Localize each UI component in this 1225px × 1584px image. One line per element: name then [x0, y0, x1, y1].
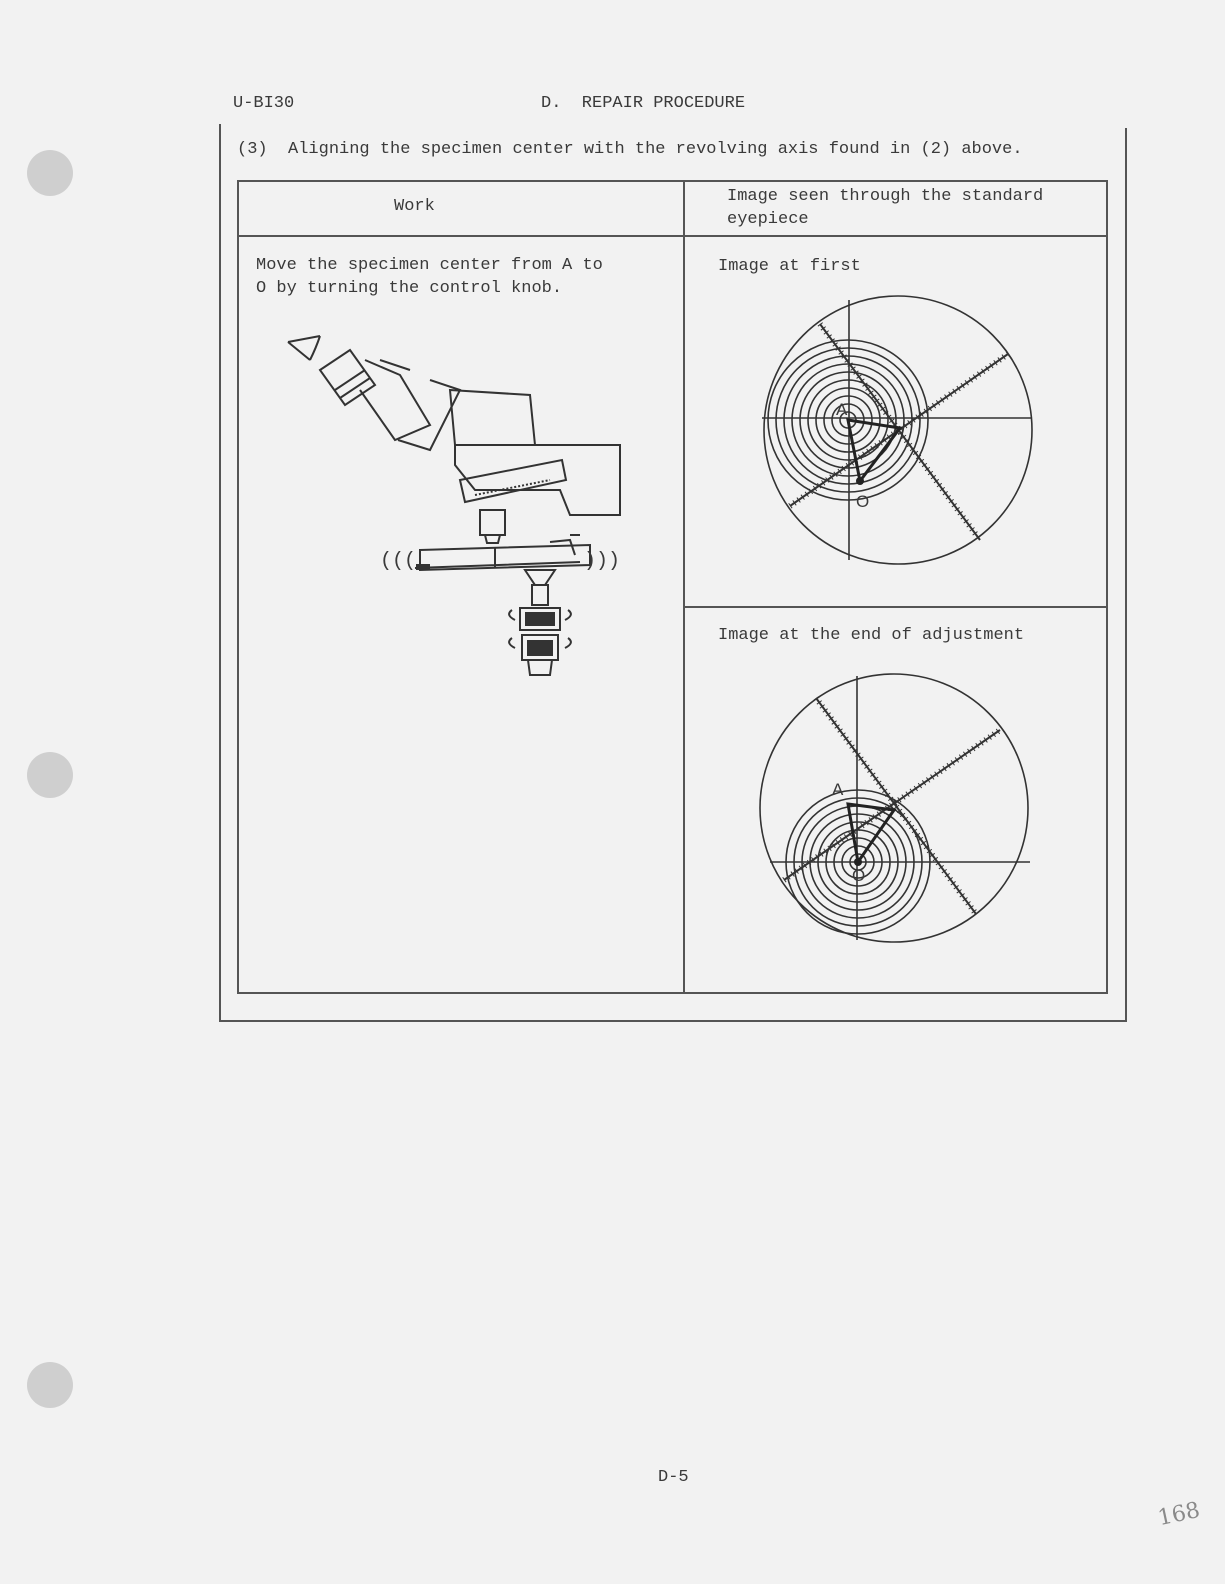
step-heading: (3) Aligning the specimen center with the revolving axis found in (2) above. — [237, 140, 1023, 159]
punch-hole-top — [27, 150, 73, 196]
label-a-final: A — [832, 780, 844, 799]
work-instruction-2: O by turning the control knob. — [256, 279, 563, 298]
work-instruction-1: Move the specimen center from A to — [256, 256, 603, 275]
column-header-image-2: eyepiece — [727, 210, 809, 229]
caption-image-first: Image at first — [718, 257, 861, 276]
caption-image-end: Image at the end of adjustment — [718, 626, 1025, 645]
model-label: U-BI30 — [233, 94, 295, 113]
vibration-right: ))) — [584, 550, 621, 573]
column-header-work: Work — [394, 197, 435, 216]
label-o-final: O — [852, 866, 866, 885]
image-cell-divider — [683, 606, 1106, 608]
punch-hole-middle — [27, 752, 73, 798]
vibration-left: ((( — [380, 550, 417, 573]
field-of-view-initial — [760, 296, 1040, 576]
page-number: D-5 — [658, 1468, 689, 1487]
table-column-divider — [683, 180, 685, 992]
eye-icon — [288, 336, 320, 360]
bracket-right — [1125, 128, 1127, 1022]
label-a-initial: A — [836, 400, 848, 419]
field-of-view-final — [760, 672, 1040, 952]
table-header-divider — [237, 235, 1106, 237]
label-o-initial: O — [856, 492, 870, 511]
bracket-bottom — [219, 1020, 1127, 1022]
punch-hole-bottom — [27, 1362, 73, 1408]
microscope-illustration — [280, 330, 630, 690]
section-title: D. REPAIR PROCEDURE — [541, 94, 746, 113]
bracket-left — [219, 124, 221, 1022]
column-header-image-1: Image seen through the standard — [727, 187, 1044, 206]
handwritten-annotation: 168 — [1155, 1497, 1203, 1532]
